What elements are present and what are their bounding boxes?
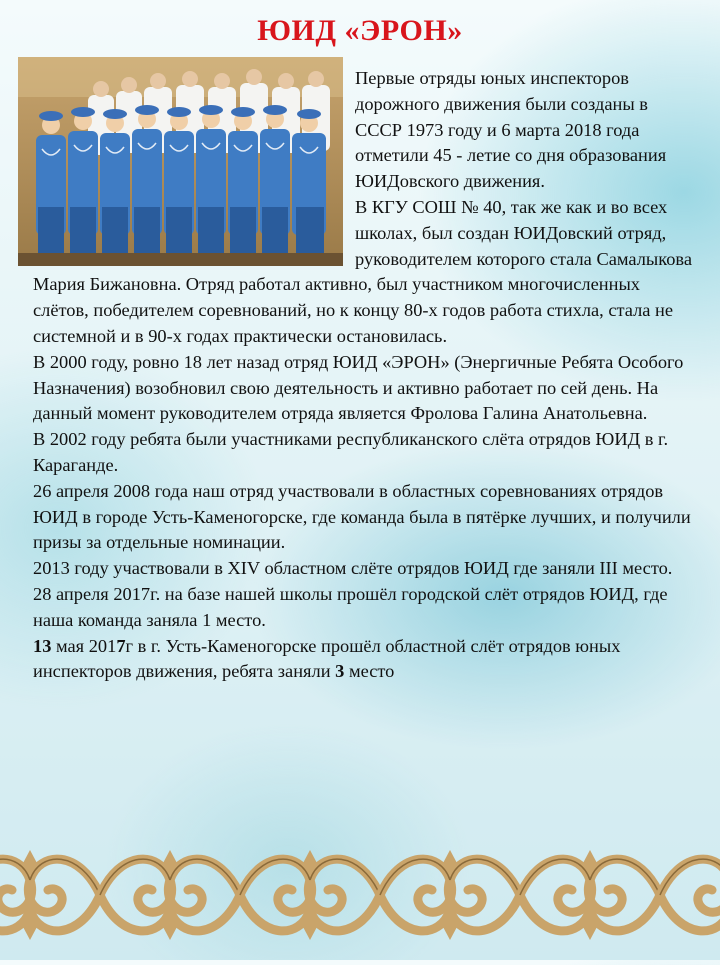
paragraph-5: 26 апреля 2008 года наш отряд участвовали в областных соревнованиях отрядов ЮИД в городе Усть-Каменогорске, где команда была в пятёрке лучших, и получили призы за отдельные номинации. [33,480,691,553]
bold-day: 13 [33,635,52,656]
article-text [33,66,693,685]
paragraph-7: 28 апреля 2017г. на базе нашей школы прошёл городской слёт отрядов ЮИД, где наша команда заняла 1 место. [33,583,668,630]
paragraph-6: 2013 году участвовали в XIV областном слёте отрядов ЮИД где заняли III место. [33,558,673,579]
paragraph-3: В 2000 году, ровно 18 лет назад отряд ЮИД «ЭРОН» (Энергичные Ребята Особого Назначения) возобновил свою деятельность и активно работает по сей день. На данный момент руководителем отряда является Фролова Галина Анатольевна. [33,351,684,424]
last-text-1: мая 201 [51,635,117,656]
bold-year-digit: 7 [116,635,126,656]
last-text-3: место [344,661,395,682]
bold-place: 3 [335,661,345,682]
paragraph-1: Первые отряды юных инспекторов дорожного движения были созданы в СССР 1973 году и 6 марта 2018 года отметили 45 - летие со дня образования ЮИДовского движения. [355,68,667,192]
photo-spacer [33,66,355,268]
paragraph-2: В КГУ СОШ № 40, так же как и во всех школах, был создан ЮИДовский отряд, руководителем которого стала Самалыкова Мария Бижановна. Отряд работал активно, был участником многочисленных слётов, победителем соревнований, но к концу 80-х годов работа стихла, стала не системной и в 90-х годах практически остановилась. [33,196,693,346]
page-title: ЮИД «ЭРОН» [257,14,463,47]
kazakh-ornament-border [0,830,720,960]
paragraph-4: В 2002 году ребята были участниками республиканского слёта отрядов ЮИД в г. Караганде. [33,429,669,475]
last-text-2: г в г. Усть-Каменогорске прошёл областной слёт отрядов юных инспекторов движения, ребята заняли [33,635,621,682]
paragraph-8 [33,634,693,686]
ornament-pattern [0,830,720,960]
